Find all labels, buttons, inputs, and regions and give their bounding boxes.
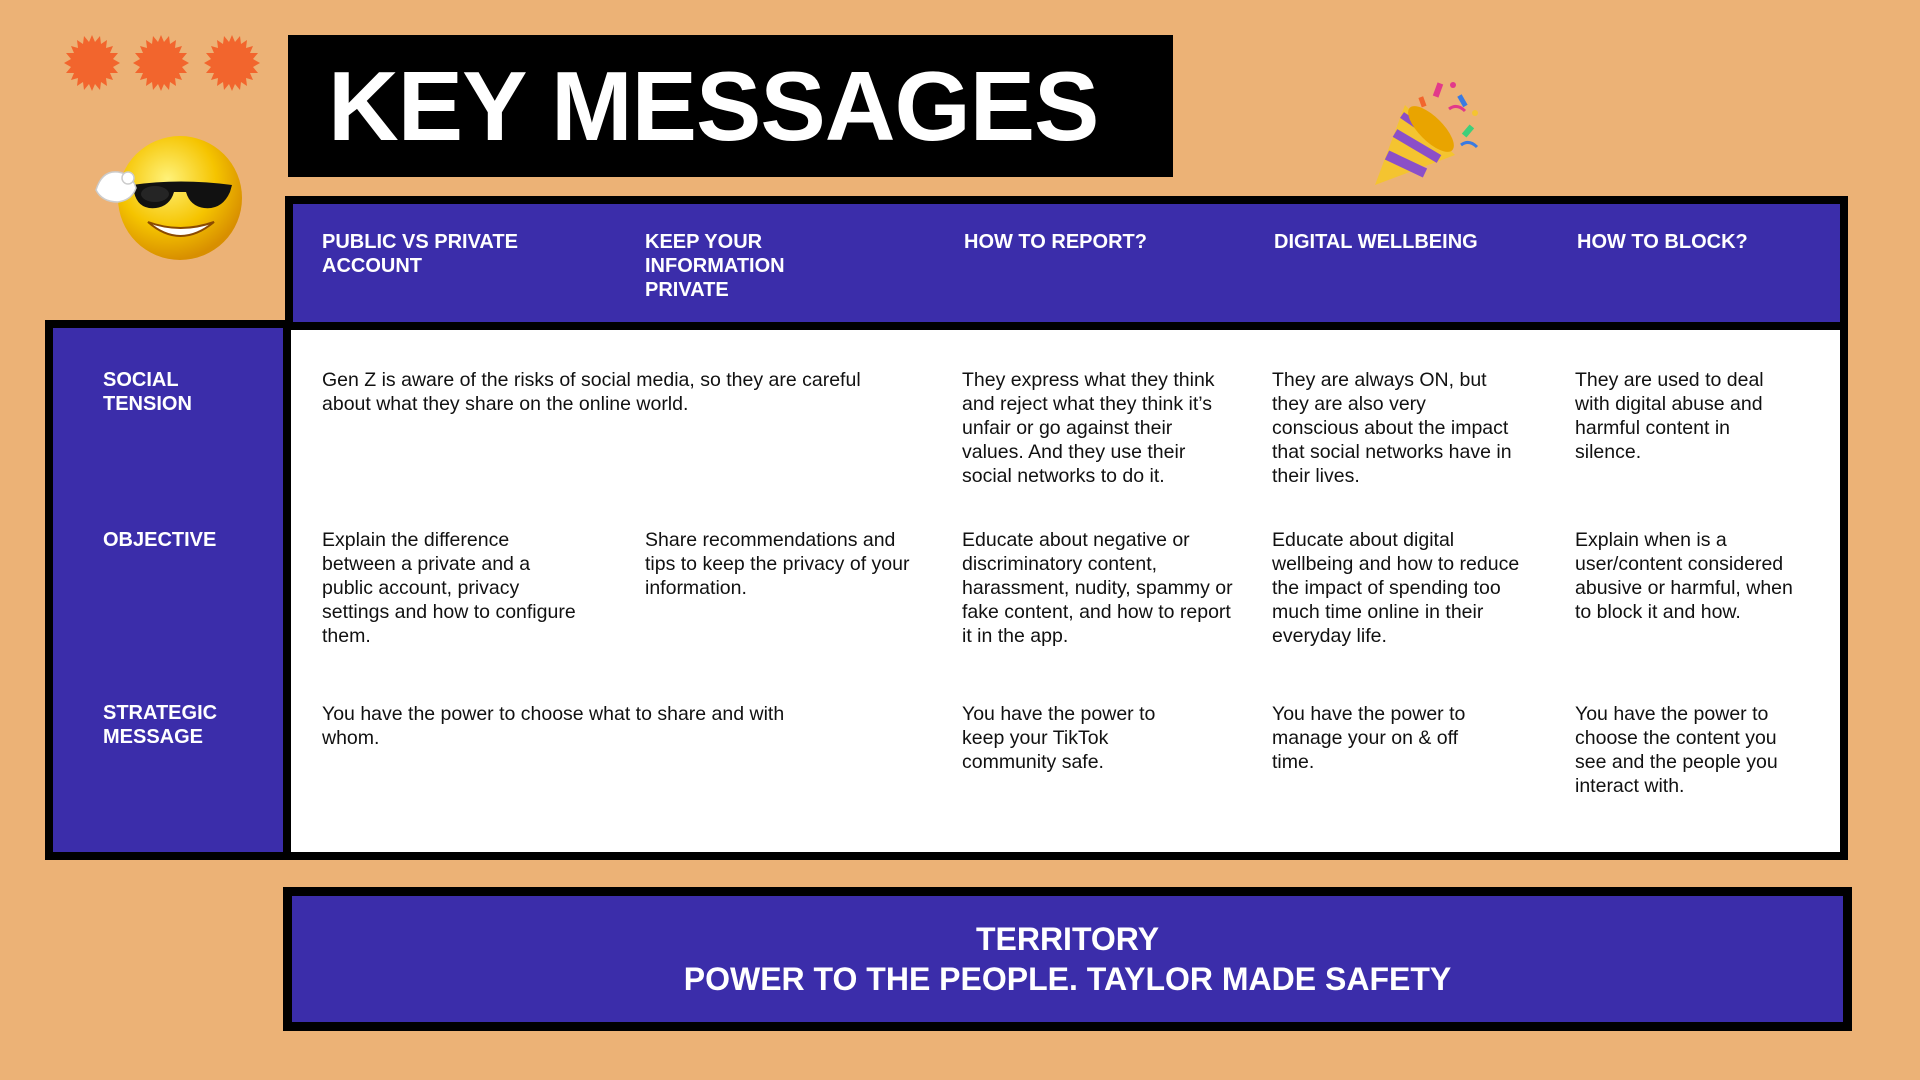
cell-strategic-block: You have the power to choose the content you see and the people you interact with. <box>1575 703 1778 797</box>
page-title: KEY MESSAGES <box>288 35 1173 177</box>
row-header-objective: OBJECTIVE <box>103 529 217 551</box>
cell-strategic-report: You have the power to keep your TikTok community safe. <box>962 703 1156 773</box>
cell-objective-block: Explain when is a user/content considered abusive or harmful, when to block it and how. <box>1575 529 1793 623</box>
cell-social-tension-wellbeing: They are always ON, but they are also very conscious about the impact that social networks have in their lives. <box>1272 369 1512 487</box>
column-header-keep-info-private: KEEP YOUR INFORMATION PRIVATE <box>645 231 785 301</box>
territory-slogan: POWER TO THE PEOPLE. TAYLOR MADE SAFETY <box>683 961 1452 997</box>
cell-objective-report: Educate about negative or discriminatory content, harassment, nudity, spammy or fake content, and how to report it in the app. <box>962 529 1233 647</box>
cell-social-tension-block: They are used to deal with digital abuse and harmful content in silence. <box>1575 369 1764 463</box>
party-popper-icon <box>1365 75 1485 195</box>
sunburst-dot-icon <box>133 35 189 91</box>
cool-sunglasses-emoji-icon <box>92 130 252 290</box>
territory-label: TERRITORY <box>975 921 1160 957</box>
territory-banner <box>283 887 1852 1031</box>
column-header-how-to-block: HOW TO BLOCK? <box>1577 231 1748 253</box>
row-header-column <box>45 320 291 860</box>
column-header-digital-wellbeing: DIGITAL WELLBEING <box>1274 231 1478 253</box>
column-header-band <box>285 196 1848 330</box>
messages-table-body <box>283 322 1848 860</box>
row-header-social-tension: SOCIAL TENSION <box>103 369 192 415</box>
row-header-strategic-message: STRATEGIC MESSAGE <box>103 702 218 748</box>
cell-social-tension-privacy: Gen Z is aware of the risks of social media, so they are careful about what they share on the online world. <box>322 369 861 415</box>
cell-objective-public-private: Explain the difference between a private and a public account, privacy settings and how to configure them. <box>322 529 576 647</box>
column-header-public-vs-private: PUBLIC VS PRIVATE ACCOUNT <box>322 231 518 277</box>
cell-strategic-wellbeing: You have the power to manage your on & off time. <box>1272 703 1466 773</box>
cell-objective-wellbeing: Educate about digital wellbeing and how to reduce the impact of spending too much time online in their everyday life. <box>1272 529 1520 647</box>
cell-strategic-privacy: You have the power to choose what to share and with whom. <box>322 703 785 749</box>
sunburst-dot-icon <box>204 35 260 91</box>
sunburst-dot-icon <box>64 35 120 91</box>
cell-social-tension-report: They express what they think and reject what they think it’s unfair or go against their values. And they use their social networks to do it. <box>962 369 1215 487</box>
column-header-how-to-report: HOW TO REPORT? <box>964 231 1147 253</box>
cell-objective-keep-private: Share recommendations and tips to keep the privacy of your information. <box>645 529 910 599</box>
